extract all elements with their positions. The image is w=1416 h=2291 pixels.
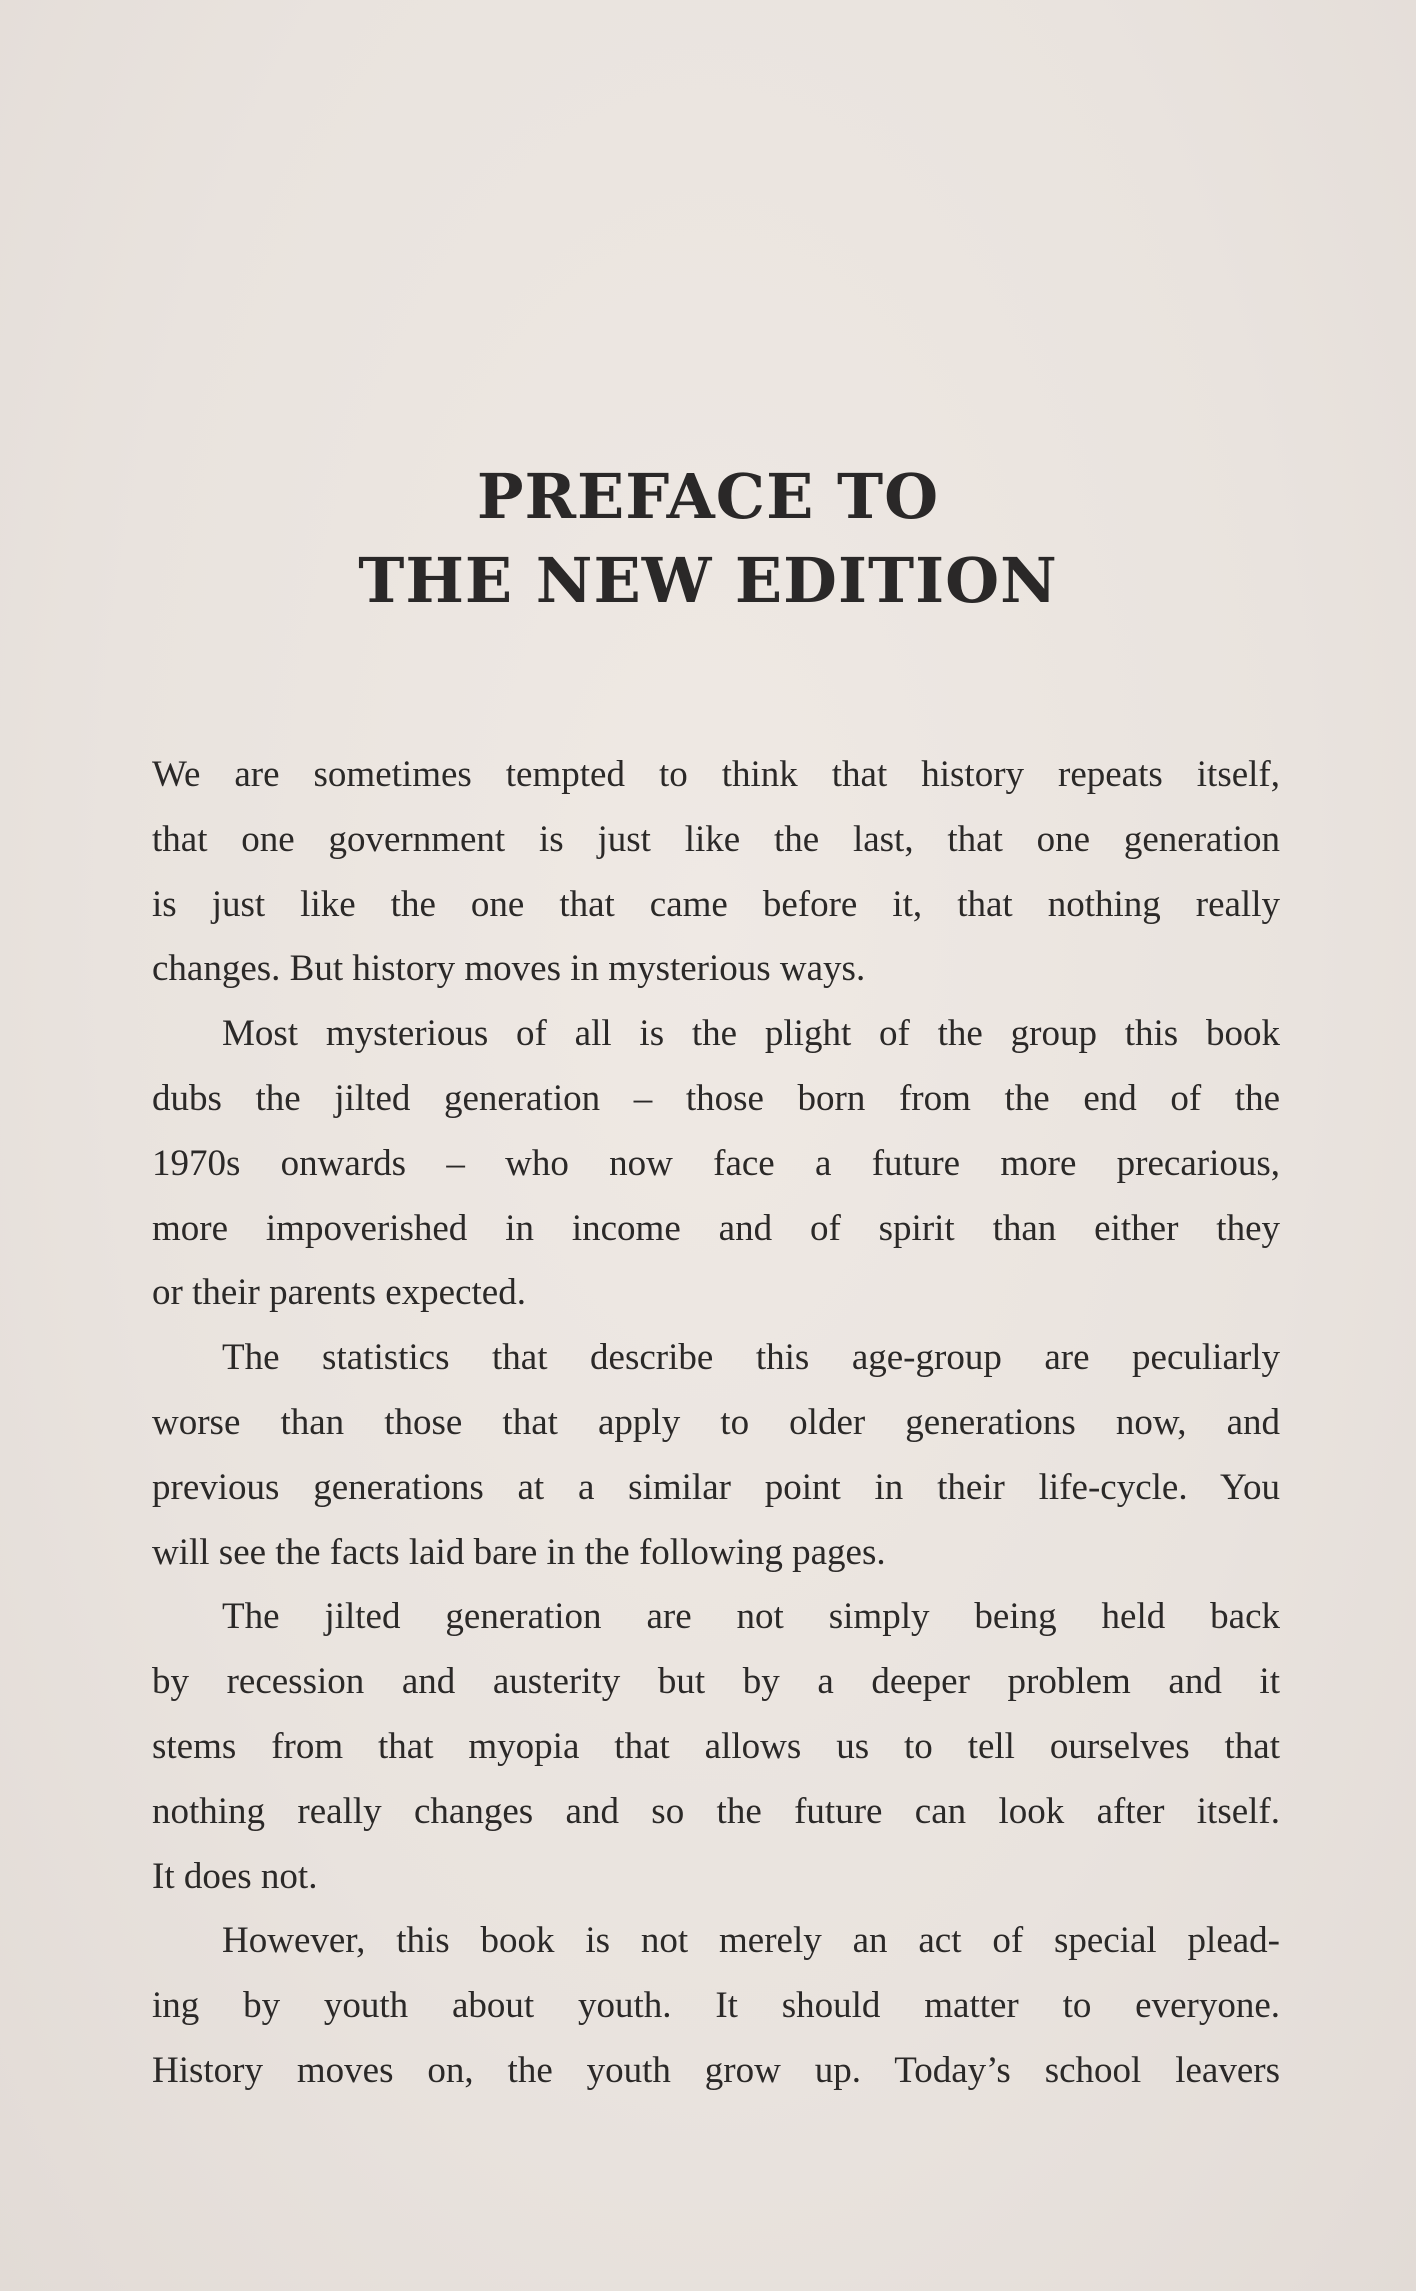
text-line: that one government is just like the last, that one generation	[152, 818, 1280, 860]
text-line: or their parents expected.	[152, 1272, 526, 1314]
text-line: changes. But history moves in mysterious ways.	[152, 948, 866, 990]
text-line: Most mysterious of all is the plight of the group this book	[222, 1013, 1280, 1055]
text-line: We are sometimes tempted to think that history repeats itself,	[152, 754, 1280, 795]
text-line: However, this book is not merely an act of special plead-	[222, 1920, 1280, 1962]
chapter-title	[0, 455, 1416, 623]
paragraph-1	[152, 743, 1280, 1002]
text-line: The jilted generation are not simply being held back	[222, 1596, 1280, 1638]
text-line: by recession and austerity but by a deeper problem and it	[152, 1661, 1280, 1703]
text-line: previous generations at a similar point in their life-cycle. You	[152, 1466, 1280, 1508]
text-line: nothing really changes and so the future can look after itself.	[152, 1790, 1280, 1832]
title-line-1: PREFACE TO	[476, 460, 940, 533]
text-line: History moves on, the youth grow up. Today’s school leavers	[152, 2049, 1280, 2091]
text-line: more impoverished in income and of spirit than either they	[152, 1207, 1280, 1249]
text-line: 1970s onwards – who now face a future more precarious,	[152, 1142, 1280, 1184]
paragraph-4	[152, 1585, 1280, 1909]
text-line: worse than those that apply to older generations now, and	[152, 1401, 1280, 1443]
text-line: is just like the one that came before it, that nothing really	[152, 883, 1280, 925]
paragraph-5	[152, 1909, 1280, 2103]
text-line: ing by youth about youth. It should matter to everyone.	[152, 1985, 1280, 2027]
paragraph-2	[152, 1002, 1280, 1326]
text-line: dubs the jilted generation – those born from the end of the	[152, 1077, 1280, 1119]
title-line-2: THE NEW EDITION	[358, 544, 1058, 617]
text-line: The statistics that describe this age-group are peculiarly	[222, 1337, 1280, 1379]
body-text	[152, 743, 1280, 2104]
text-line: will see the facts laid bare in the following pages.	[152, 1531, 886, 1573]
text-line: It does not.	[152, 1855, 318, 1897]
text-line: stems from that myopia that allows us to tell ourselves that	[152, 1725, 1280, 1767]
paragraph-3	[152, 1326, 1280, 1585]
